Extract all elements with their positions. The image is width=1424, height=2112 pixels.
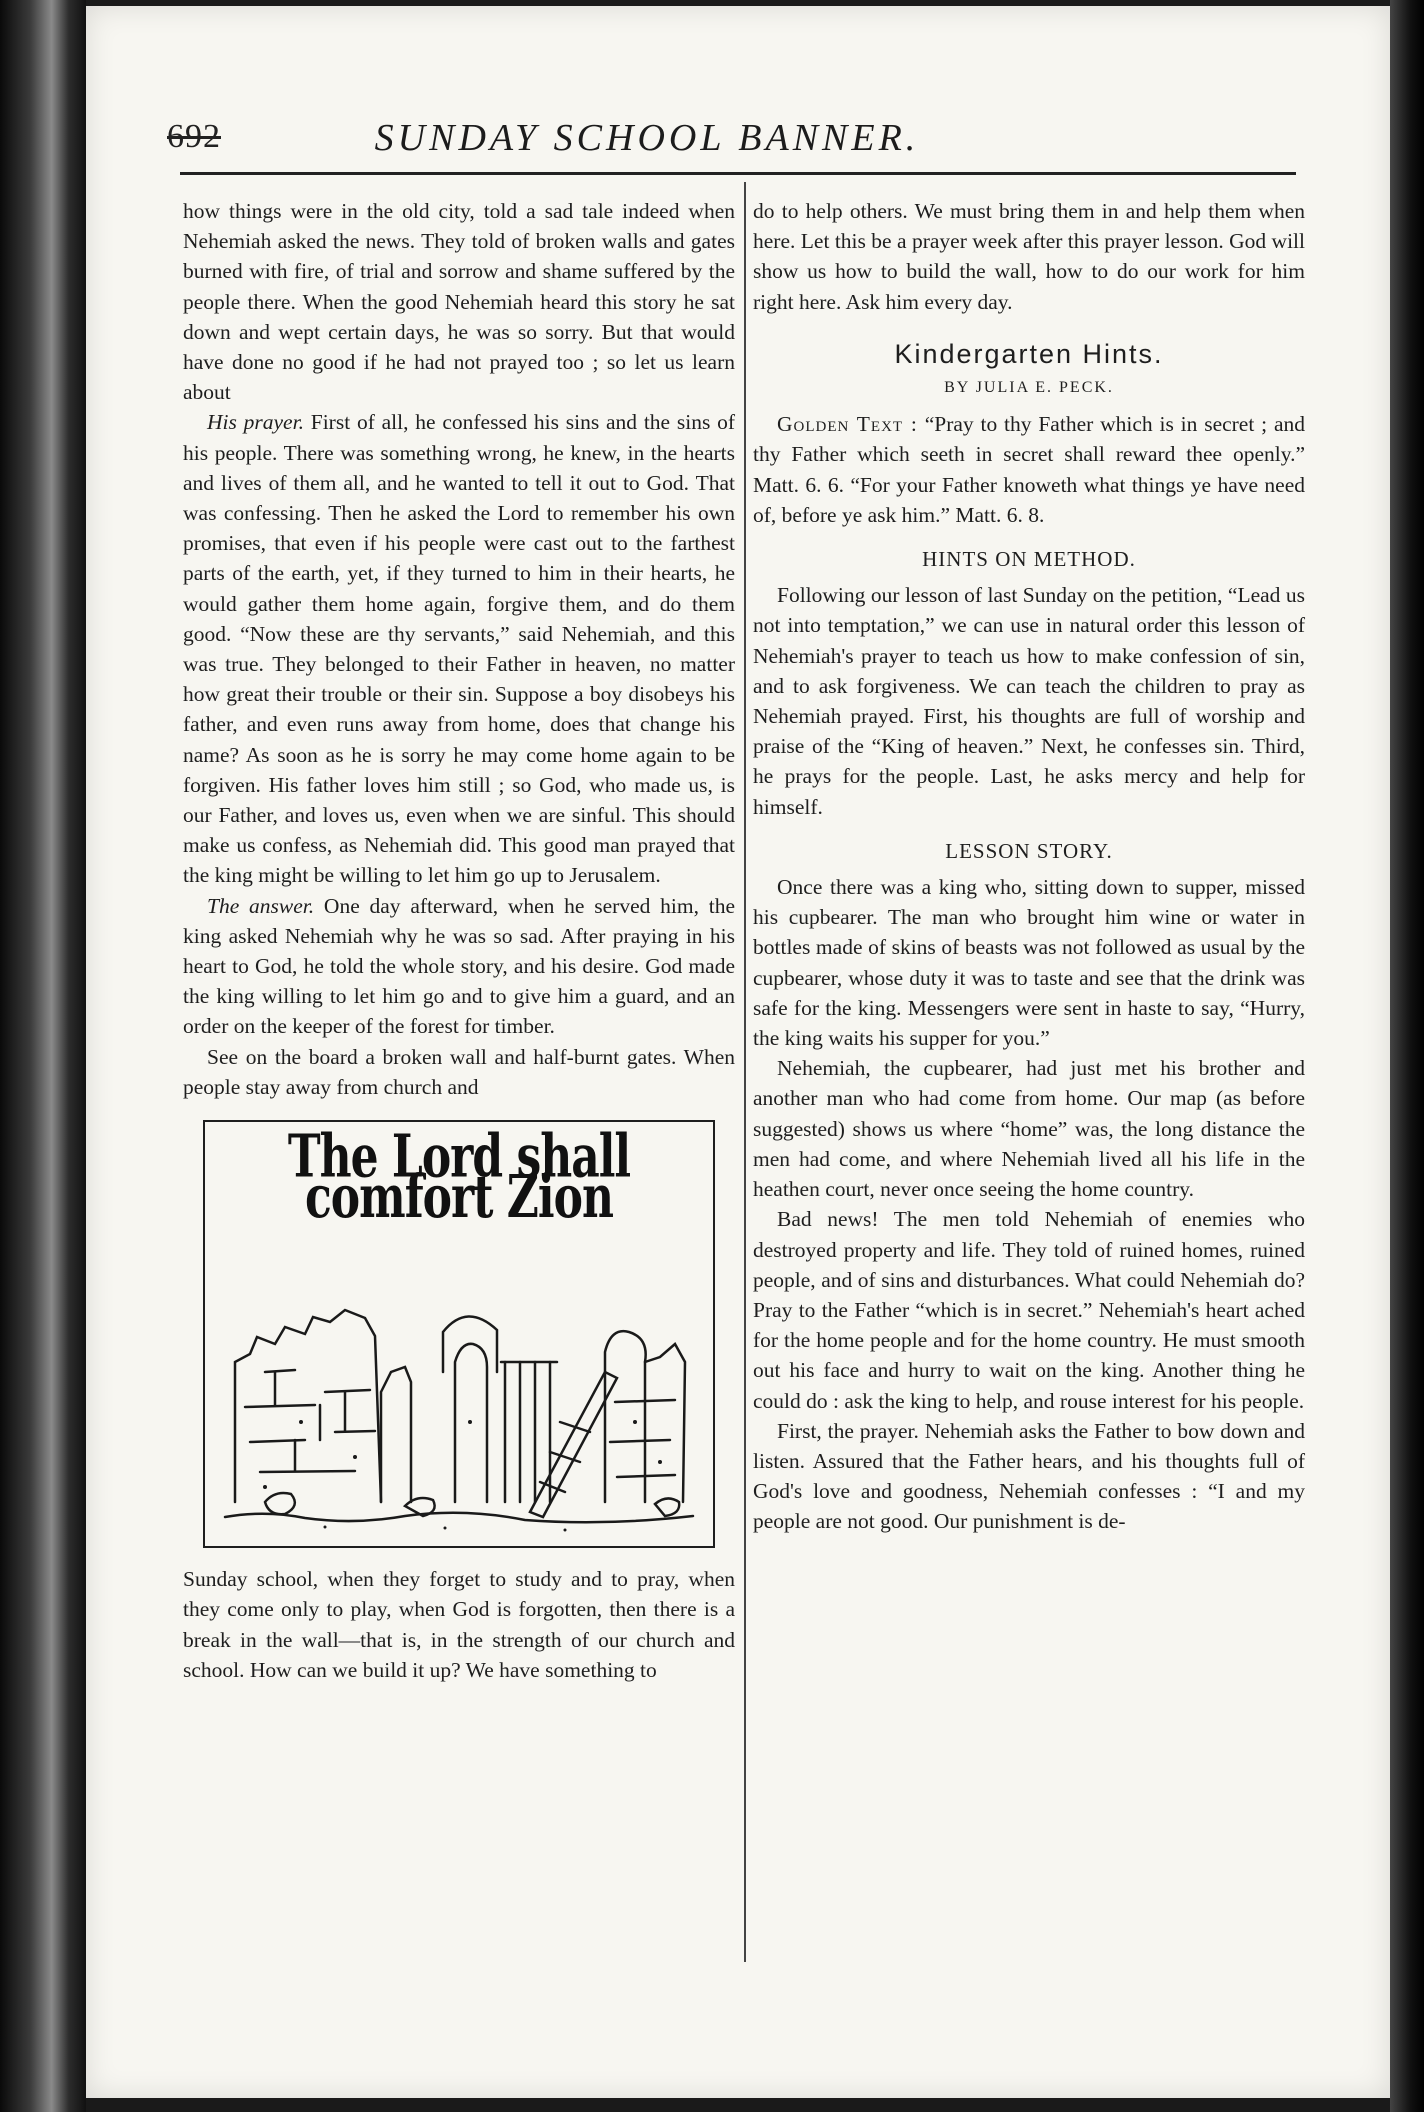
illustration [203,1120,715,1548]
paragraph: Nehemiah, the cupbearer, had just met his brother and another man who had come from home. Our map (as before suggested) shows us where “home” was, the long distance the men had come, and where Nehemiah lived all his life in the heathen court, never once seeing the home country. [753,1056,1305,1202]
left-column [183,196,735,1685]
subhead-story: LESSON STORY. [945,838,1113,863]
paragraph-his-prayer [183,407,735,890]
paragraph: Sunday school, when they forget to study and to pray, when they come only to play, when God is forgotten, then there is a break in the wall—that is, in the strength of our church and school. How can we build it up? We have something to [183,1567,735,1682]
illustration-caption: The Lord shall comfort Zion [287,1122,631,1233]
subhead-method: HINTS ON METHOD. [922,547,1136,572]
byline: BY JULIA E. PECK. [944,379,1114,397]
paragraph: Following our lesson of last Sunday on the petition, “Lead us not into temptation,” we can use in natural order this lesson of Nehemiah's prayer to teach us how to make confession of sin, and to ask forgiveness. We can teach the children to pray as Nehemiah prayed. First, his thoughts are full of worship and praise of the “King of heaven.” Next, he confesses sin. Third, he prays for the people. Last, he asks mercy and help for himself. [753,583,1305,819]
broken-wall-drawing [205,1122,713,1546]
paragraph-body: First of all, he confessed his sins and the sins of his people. There was something wrong, he knew, in the hearts and lives of them all, and he wanted to tell it out to God. That was confessing. Then he asked the Lord to remember his own promises, that even if his people were cast out to the farthest parts of the earth, yet, if they turned to him in their hearts, he would gather them home again, forgive them, and do them good. “Now these are thy servants,” said Nehemiah, and this was true. They belonged to their Father in heaven, no matter how great their trouble or their sin. Suppose a boy disobeys his father, and even runs away from home, does that change his name? As soon as he is sorry he may come home again to be forgiven. His father loves him still ; so God, who made us, is our Father, and loves us, even when we are sinful. This should make us confess, as Nehemiah did. This good man prayed that the king might be willing to let him go up to Jerusalem. [183,410,735,888]
paragraph: See on the board a broken wall and half-burnt gates. When people stay away from church and [183,1044,735,1099]
page-number: 692 [167,118,221,155]
paragraph: do to help others. We must bring them in and help them when here. Let this be a prayer week after this prayer lesson. God will show us how to build the wall, how to do our work for him right here. Ask him every day. [753,199,1305,314]
golden-text-label: Golden Text : [777,412,918,437]
column-divider [744,182,746,1962]
paragraph-the-answer [183,891,735,1042]
header-rule [180,172,1296,175]
running-title: SUNDAY SCHOOL BANNER. [374,117,920,159]
book-spine [0,0,86,2112]
paragraph-body: One day afterward, when he served him, the king asked Nehemiah why he was so sad. After praying in his heart to God, he told the whole story, and his desire. God made the king willing to let him go and to give him a guard, and an order on the keeper of the forest for timber. [183,893,736,1039]
paragraph: Bad news! The men told Nehemiah of enemies who destroyed property and life. They told of ruined homes, ruined people, and of sins and disturbances. What could Nehemiah do? Pray to the Father “which is in secret.” Nehemiah's heart ached for the home people and for the home country. He must smooth out his face and hurry to wait on the king. Another thing he could do : ask the king to help, and rouse interest for his people. [753,1207,1305,1413]
golden-text-body: “Pray to thy Father which is in secret ; and thy Father which seeth in secret shall reward thee openly.” Matt. 6. 6. “For your Father knoweth what things ye have need of, before ye ask him.” Matt. 6. 8. [753,412,1305,527]
paragraph: First, the prayer. Nehemiah asks the Father to bow down and listen. Assured that the Father hears, and his thoughts full of God's love and goodness, Nehemiah confesses : “I and my people are not good. Our punishment is de- [753,1418,1305,1534]
page-edge [1390,0,1424,2112]
lead-in: The answer. [207,893,315,918]
section-title: Kindergarten Hints. [894,338,1164,369]
paragraph: Once there was a king who, sitting down to supper, missed his cupbearer. The man who brought him wine or water in bottles made of skins of beasts was not followed as usual by the cupbearer, whose duty it was to taste and see that the drink was safe for the king. Messengers were sent in haste to say, “Hurry, the king waits his supper for you.” [753,875,1305,1051]
paragraph: how things were in the old city, told a sad tale indeed when Nehemiah asked the news. They told of broken walls and gates burned with fire, of trial and sorrow and shame suffered by the people there. When the good Nehemiah heard this story he sat down and wept certain days, he was so sorry. But that would have done no good if he had not prayed too ; so let us learn about [183,199,735,405]
page-header [95,112,1199,162]
golden-text [753,409,1305,530]
lead-in: His prayer. [207,410,304,435]
right-column [753,196,1305,1537]
